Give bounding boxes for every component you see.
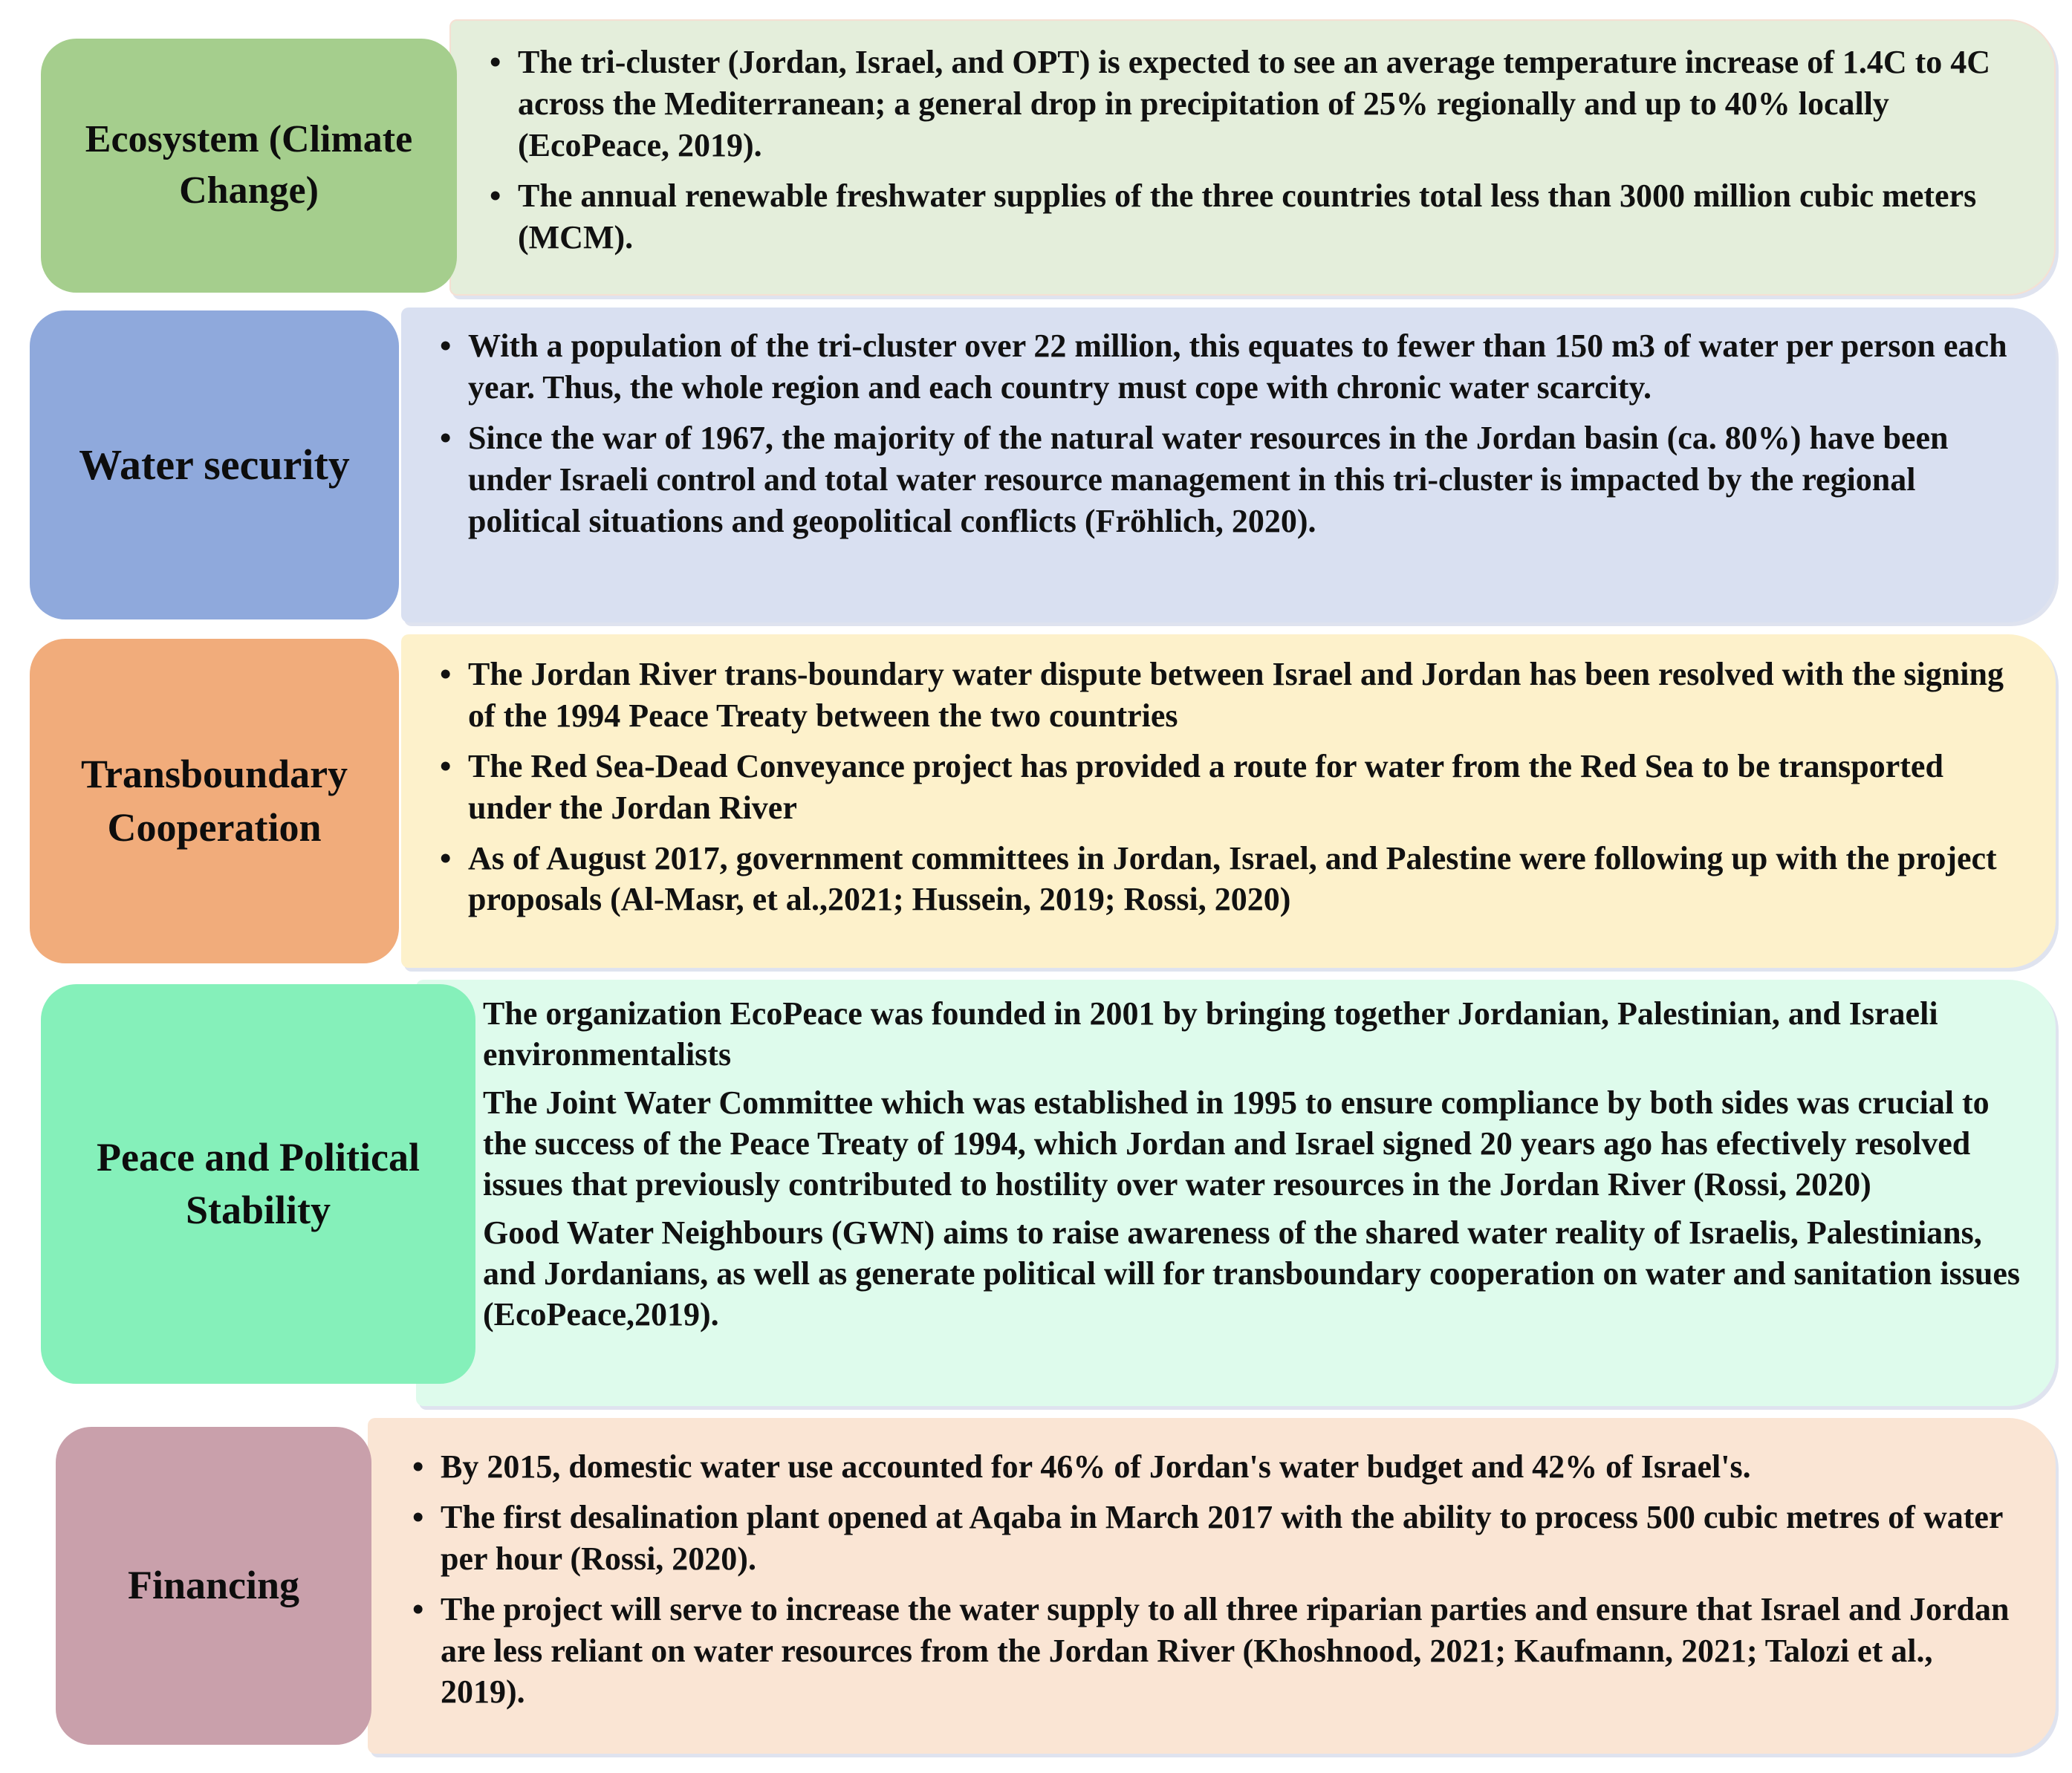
row-water-security — [0, 308, 2056, 622]
bullet-list — [440, 654, 2021, 920]
bullet-item: • With a population of the tri-cluster over 22 million, this equates to fewer than 150 m3 of water per person each year. Thus, the whole region and each country must cope with chronic water scarcity. — [440, 325, 2021, 409]
bullet-item: • The Joint Water Committee which was established in 1995 to ensure compliance by both sides was crucial to the success of the Peace Treaty of 1994, which Jordan and Israel signed 20 years ago has efectively resolved issues that previously contributed to hostility over water resources in the Jordan River (Rossi, 2020) — [455, 1082, 2021, 1205]
bullet-item: • The annual renewable freshwater supplies of the three countries total less than 3000 million cubic meters (MCM). — [490, 175, 2020, 258]
bullet-list — [455, 993, 2021, 1335]
category-label-ecosystem: Ecosystem (Climate Change) — [41, 39, 457, 293]
bullet-item: • As of August 2017, government committees in Jordan, Israel, and Palestine were following up with the project proposals (Al-Masr, et al.,2021; Hussein, 2019; Rossi, 2020) — [440, 838, 2021, 921]
bullet-item: • Good Water Neighbours (GWN) aims to raise awareness of the shared water reality of Israelis, Palestinians, and Jordanians, as well as generate political will for transboundary cooperation on water and sanitation issues (EcoPeace,2019). — [455, 1212, 2021, 1335]
category-label-transboundary-cooperation: Transboundary Cooperation — [30, 639, 399, 963]
bullet-list — [440, 325, 2021, 541]
bullet-item: • Since the war of 1967, the majority of the natural water resources in the Jordan basin (ca. 80%) have been under Israeli control and total water resource management in this tri-cluster is impacted by the regional political situations and geopolitical conflicts (Fröhlich, 2020). — [440, 417, 2021, 542]
row-ecosystem — [0, 19, 2056, 296]
bullet-item: • The tri-cluster (Jordan, Israel, and OPT) is expected to see an average temperature increase of 1.4C to 4C across the Mediterranean; a general drop in precipitation of 25% regionally and up to 40% locally (EcoPeace, 2019). — [490, 42, 2020, 166]
category-label-water-security: Water security — [30, 310, 399, 619]
row-financing — [0, 1418, 2056, 1754]
content-box-ecosystem — [449, 19, 2056, 296]
rows-container — [0, 19, 2056, 1766]
bullet-list — [490, 42, 2020, 258]
bullet-item: • The project will serve to increase the water supply to all three riparian parties and ensure that Israel and Jordan are less reliant on water resources from the Jordan River (Khoshnood, 2021; Kaufmann, 2021; Talozi et al., 2019). — [412, 1589, 2021, 1714]
bullet-item: • By 2015, domestic water use accounted for 46% of Jordan's water budget and 42% of Israel's. — [412, 1446, 2021, 1488]
row-peace-political-stability — [0, 980, 2056, 1406]
bullet-item: • The Red Sea-Dead Conveyance project has provided a route for water from the Red Sea to be transported under the Jordan River — [440, 746, 2021, 829]
content-box-transboundary-cooperation — [401, 634, 2056, 968]
row-transboundary-cooperation — [0, 634, 2056, 968]
bullet-item: • The organization EcoPeace was founded in 2001 by bringing together Jordanian, Palestinian, and Israeli environmentalists — [455, 993, 2021, 1075]
content-box-peace-political-stability — [416, 980, 2056, 1406]
category-label-peace-political-stability: Peace and Political Stability — [41, 984, 475, 1384]
category-label-financing: Financing — [56, 1427, 371, 1745]
content-box-water-security — [401, 308, 2056, 622]
bullet-item: • The Jordan River trans-boundary water dispute between Israel and Jordan has been resolved with the signing of the 1994 Peace Treaty between the two countries — [440, 654, 2021, 737]
content-box-financing — [368, 1418, 2056, 1754]
bullet-item: • The first desalination plant opened at Aqaba in March 2017 with the ability to process 500 cubic metres of water per hour (Rossi, 2020). — [412, 1497, 2021, 1580]
bullet-list — [412, 1446, 2021, 1713]
